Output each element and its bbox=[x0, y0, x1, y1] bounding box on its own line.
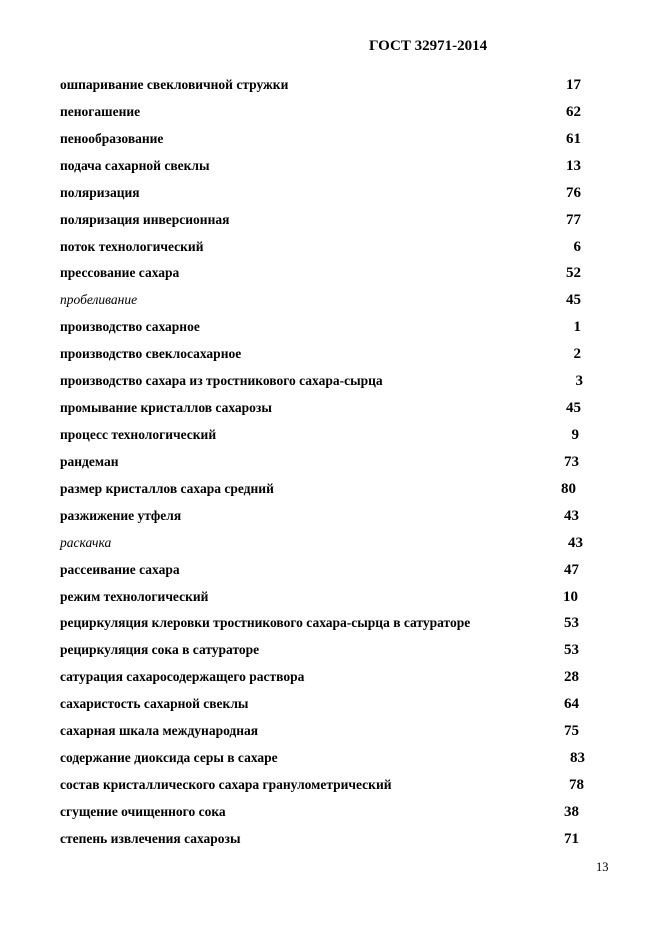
index-term: поляризация bbox=[60, 184, 140, 200]
list-item bbox=[60, 612, 600, 639]
index-page-number: 62 bbox=[566, 103, 581, 120]
index-term: сатурация сахаросодержащего раствора bbox=[60, 669, 305, 685]
index-page-number: 77 bbox=[566, 211, 581, 228]
list-item bbox=[60, 451, 600, 478]
index-page-number: 9 bbox=[571, 426, 579, 443]
index-page-number: 73 bbox=[564, 453, 579, 470]
list-item bbox=[60, 343, 600, 370]
list-item bbox=[60, 182, 600, 209]
index-page-number: 45 bbox=[566, 400, 581, 417]
index-page-number: 78 bbox=[569, 776, 584, 793]
list-item bbox=[60, 370, 600, 397]
list-item bbox=[60, 559, 600, 586]
index-term: промывание кристаллов сахарозы bbox=[60, 400, 272, 416]
index-term: состав кристаллического сахара гранулометрический bbox=[60, 776, 392, 792]
index-page-number: 28 bbox=[564, 669, 579, 686]
index-page-number: 80 bbox=[561, 480, 576, 497]
index-page-number: 76 bbox=[566, 184, 581, 201]
index-page-number: 71 bbox=[564, 830, 579, 847]
index-term: размер кристаллов сахара средний bbox=[60, 480, 274, 496]
index-term: содержание диоксида серы в сахаре bbox=[60, 750, 278, 766]
index-page-number: 43 bbox=[564, 507, 579, 524]
list-item bbox=[60, 639, 600, 666]
index-term: рециркуляция клеровки тростникового сахара-сырца в сатураторе bbox=[60, 615, 471, 631]
list-item bbox=[60, 532, 600, 559]
index-page-number: 17 bbox=[566, 77, 581, 93]
index-page-number: 52 bbox=[566, 265, 581, 282]
index-term: рециркуляция сока в сатураторе bbox=[60, 642, 260, 658]
index-term: производство сахарное bbox=[60, 319, 200, 335]
index-term: сгущение очищенного сока bbox=[60, 803, 226, 819]
list-item bbox=[60, 397, 600, 424]
index-term: степень извлечения сахарозы bbox=[60, 830, 241, 846]
list-item bbox=[60, 774, 600, 801]
list-item bbox=[60, 74, 600, 101]
list-item bbox=[60, 209, 600, 236]
list-item bbox=[60, 693, 600, 720]
index-term: разжижение утфеля bbox=[60, 507, 182, 523]
index-term: рандеман bbox=[60, 453, 119, 469]
index-term: прессование сахара bbox=[60, 265, 180, 281]
index-page-number: 61 bbox=[566, 130, 581, 147]
index-page-number: 10 bbox=[563, 588, 578, 605]
index-page-number: 38 bbox=[564, 803, 579, 820]
index-term: производство свеклосахарное bbox=[60, 346, 242, 362]
index-term: поток технологический bbox=[60, 238, 204, 254]
index-term: поляризация инверсионная bbox=[60, 211, 230, 227]
term-index-list bbox=[60, 74, 600, 855]
index-term: производство сахара из тростникового сахара-сырца bbox=[60, 373, 383, 389]
index-term: рассеивание сахара bbox=[60, 561, 180, 577]
index-page-number: 2 bbox=[573, 346, 581, 363]
index-page-number: 64 bbox=[564, 696, 579, 713]
index-term: сахаристость сахарной свеклы bbox=[60, 696, 249, 712]
list-item bbox=[60, 289, 600, 316]
index-term: сахарная шкала международная bbox=[60, 723, 259, 739]
list-item bbox=[60, 666, 600, 693]
list-item bbox=[60, 505, 600, 532]
list-item bbox=[60, 478, 600, 505]
index-term: режим технологический bbox=[60, 588, 209, 604]
index-term: ошпаривание свекловичной стружки bbox=[60, 77, 289, 92]
index-page-number: 1 bbox=[573, 319, 581, 336]
document-header: ГОСТ 32971-2014 bbox=[369, 38, 488, 54]
index-page-number: 45 bbox=[566, 292, 581, 309]
page-number: 13 bbox=[596, 860, 609, 874]
index-term: подача сахарной свеклы bbox=[60, 157, 210, 173]
list-item bbox=[60, 262, 600, 289]
index-page-number: 6 bbox=[573, 238, 581, 255]
list-item bbox=[60, 747, 600, 774]
index-page-number: 53 bbox=[564, 615, 579, 632]
list-item bbox=[60, 155, 600, 182]
index-page-number: 83 bbox=[570, 750, 585, 767]
list-item bbox=[60, 720, 600, 747]
index-page-number: 47 bbox=[564, 561, 579, 578]
index-term: пробеливание bbox=[60, 292, 138, 308]
list-item bbox=[60, 101, 600, 128]
index-page-number: 43 bbox=[568, 534, 583, 551]
list-item bbox=[60, 586, 600, 613]
index-page-number: 75 bbox=[564, 723, 579, 740]
index-term: пеногашение bbox=[60, 103, 141, 119]
list-item bbox=[60, 828, 600, 855]
index-term: процесс технологический bbox=[60, 426, 217, 442]
list-item bbox=[60, 801, 600, 828]
index-term: раскачка bbox=[60, 534, 112, 550]
index-term: пенообразование bbox=[60, 130, 164, 146]
list-item bbox=[60, 236, 600, 263]
index-page-number: 53 bbox=[564, 642, 579, 659]
index-page-number: 13 bbox=[566, 157, 581, 174]
list-item bbox=[60, 424, 600, 451]
list-item bbox=[60, 316, 600, 343]
index-page-number: 3 bbox=[575, 373, 583, 390]
list-item bbox=[60, 128, 600, 155]
